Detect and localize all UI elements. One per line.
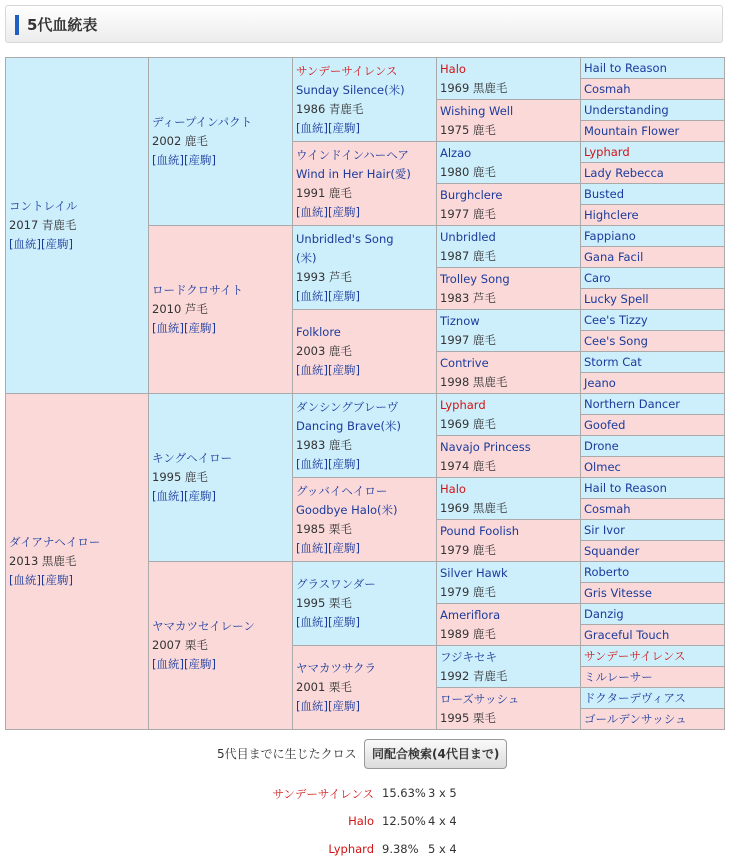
gen4-cell [437, 646, 581, 688]
horse-name-link[interactable]: Fappiano [584, 228, 636, 243]
pedigree-link[interactable]: [血統] [296, 288, 328, 303]
gen5-cell [581, 100, 725, 121]
horse-english-name: Sunday Silence(米) [296, 82, 405, 97]
horse-info: 1969 黒鹿毛 [440, 500, 508, 515]
horse-name-link[interactable]: Squander [584, 543, 640, 558]
gen4-cell [437, 394, 581, 436]
horse-name-link[interactable]: Gana Facil [584, 249, 644, 264]
cross-horse-name[interactable]: Halo [348, 814, 374, 828]
horse-links [296, 697, 436, 716]
horse-name-link[interactable]: Olmec [584, 459, 621, 474]
cross-percentage: 9.38% [382, 842, 419, 856]
gen3-cell [293, 226, 437, 310]
horse-name-link[interactable]: Halo [440, 481, 466, 496]
horse-info: 1987 鹿毛 [440, 248, 496, 263]
horse-name-link[interactable]: Graceful Touch [584, 627, 670, 642]
horse-info: 1995 鹿毛 [152, 470, 208, 484]
horse-name-link[interactable]: ゴールデンサッシュ [584, 711, 687, 726]
horse-name-link[interactable]: コントレイル [9, 199, 78, 213]
horse-name-link[interactable]: グッバイヘイロー [296, 483, 388, 498]
gen3-cell [293, 58, 437, 142]
horse-name-link[interactable]: Lady Rebecca [584, 165, 664, 180]
gen5-cell [581, 163, 725, 184]
gen5-cell [581, 58, 725, 79]
horse-links [152, 487, 292, 506]
horse-info: 1974 鹿毛 [440, 458, 496, 473]
horse-name-link[interactable]: Folklore [296, 325, 341, 339]
horse-name-link[interactable]: Halo [440, 61, 466, 76]
horse-info: 1998 黒鹿毛 [440, 374, 508, 389]
gen3-cell [293, 142, 437, 226]
horse-info: 1983 鹿毛 [296, 437, 352, 452]
gen4-cell [437, 226, 581, 268]
pedigree-table [5, 57, 725, 730]
gen2-cell [149, 58, 293, 226]
horse-name-link[interactable]: Danzig [584, 606, 624, 621]
gen4-cell [437, 310, 581, 352]
gen4-cell [437, 436, 581, 478]
gen5-cell [581, 121, 725, 142]
horse-links [296, 361, 436, 380]
produce-link[interactable]: [産駒] [327, 120, 360, 135]
gen5-cell [581, 520, 725, 541]
horse-name-link[interactable]: ドクターデヴィアス [584, 690, 686, 705]
horse-name-link[interactable]: Understanding [584, 102, 669, 117]
horse-name-link[interactable]: ヤマカツサクラ [296, 661, 377, 675]
horse-info: 2002 鹿毛 [152, 134, 208, 148]
pedigree-link[interactable]: [血統] [9, 237, 41, 251]
pedigree-row [6, 58, 725, 79]
horse-english-name: Dancing Brave(米) [296, 418, 401, 433]
pedigree-link[interactable]: [血統] [296, 456, 328, 471]
produce-link[interactable]: [産駒] [327, 204, 360, 219]
gen2-cell [149, 562, 293, 730]
gen5-cell [581, 331, 725, 352]
horse-links [296, 203, 436, 222]
horse-name-link[interactable]: Mountain Flower [584, 123, 680, 138]
gen5-cell [581, 604, 725, 625]
gen4-cell [437, 520, 581, 562]
pedigree-link[interactable]: [血統] [152, 153, 184, 167]
gen5-cell [581, 289, 725, 310]
horse-info: 1969 鹿毛 [440, 416, 496, 431]
horse-info: 1993 芦毛 [296, 269, 352, 284]
horse-name-link[interactable]: Silver Hawk [440, 565, 508, 580]
horse-name-link[interactable]: サンデーサイレンス [584, 648, 686, 663]
gen4-cell [437, 100, 581, 142]
gen5-cell [581, 205, 725, 226]
pedigree-link[interactable]: [血統] [152, 489, 184, 503]
gen3-cell [293, 646, 437, 730]
pedigree-link[interactable]: [血統] [296, 204, 328, 219]
cross-label: 5代目までに生じたクロス [217, 747, 357, 761]
horse-name-link[interactable]: Contrive [440, 355, 489, 370]
horse-name-link[interactable]: ローズサッシュ [440, 691, 520, 706]
gen4-cell [437, 562, 581, 604]
horse-name-link[interactable]: Trolley Song [440, 271, 510, 286]
pedigree-link[interactable]: [血統] [296, 120, 328, 135]
horse-links [152, 655, 292, 674]
horse-info: 2017 青鹿毛 [9, 218, 77, 232]
horse-info: 2007 栗毛 [152, 638, 208, 652]
horse-name-link[interactable]: Tiznow [440, 313, 480, 328]
pedigree-link[interactable]: [血統] [296, 540, 328, 555]
horse-name-link[interactable]: Pound Foolish [440, 523, 520, 538]
horse-info: 1995 栗毛 [440, 710, 496, 725]
gen5-cell [581, 625, 725, 646]
horse-links [296, 119, 436, 138]
gen5-cell [581, 457, 725, 478]
horse-info: 1980 鹿毛 [440, 164, 496, 179]
horse-name-link[interactable]: Goofed [584, 417, 626, 432]
cross-generation: 4 x 4 [428, 814, 457, 828]
horse-info: 1992 青鹿毛 [440, 668, 508, 683]
horse-name-link[interactable]: Lyphard [440, 397, 486, 412]
gen4-cell [437, 142, 581, 184]
gen1-cell [6, 394, 149, 730]
horse-name-link[interactable]: Wishing Well [440, 103, 514, 118]
produce-link[interactable]: [産駒] [327, 615, 360, 629]
horse-english-name: Wind in Her Hair(愛) [296, 166, 411, 181]
produce-link[interactable]: [産駒] [40, 237, 73, 251]
horse-info: 2010 芦毛 [152, 302, 208, 316]
gen5-cell [581, 499, 725, 520]
horse-info: 1986 青鹿毛 [296, 101, 364, 116]
horse-name-link[interactable]: フジキセキ [440, 649, 498, 664]
produce-link[interactable]: [産駒] [183, 489, 216, 503]
gen5-cell [581, 688, 725, 709]
horse-name-link[interactable]: ディープインパクト [152, 115, 253, 129]
gen5-cell [581, 373, 725, 394]
cross-generation: 5 x 4 [428, 842, 457, 856]
horse-name-link[interactable]: ロードクロサイト [152, 283, 243, 297]
horse-name-link[interactable]: Unbridled's Song [296, 231, 394, 246]
gen5-cell [581, 583, 725, 604]
horse-links [152, 151, 292, 170]
horse-name-link[interactable]: Roberto [584, 564, 630, 579]
horse-info: 1983 芦毛 [440, 290, 496, 305]
horse-name-link[interactable]: Cee's Tizzy [584, 312, 648, 327]
horse-name-link[interactable]: Cosmah [584, 501, 631, 516]
horse-name-link[interactable]: Northern Dancer [584, 396, 681, 411]
horse-links [296, 287, 436, 306]
horse-name-link[interactable]: Gris Vitesse [584, 585, 652, 600]
pedigree-link[interactable]: [血統] [296, 615, 328, 629]
header-accent-bar [15, 15, 19, 35]
horse-links [9, 235, 148, 254]
produce-link[interactable]: [産駒] [327, 363, 360, 377]
gen5-cell [581, 226, 725, 247]
gen5-cell [581, 79, 725, 100]
horse-links [296, 455, 436, 474]
gen4-cell [437, 688, 581, 730]
horse-name-link[interactable]: Cee's Song [584, 333, 648, 348]
produce-link[interactable]: [産駒] [327, 288, 360, 303]
horse-name-link[interactable]: Navajo Princess [440, 439, 531, 454]
gen5-cell [581, 667, 725, 688]
horse-name-link[interactable]: ダイアナヘイロー [9, 535, 101, 549]
horse-info: 1977 鹿毛 [440, 206, 496, 221]
horse-name-link[interactable]: Ameriflora [440, 607, 501, 622]
pedigree-link[interactable]: [血統] [296, 699, 328, 713]
cross-horse-name[interactable]: サンデーサイレンス [272, 787, 374, 801]
gen5-cell [581, 352, 725, 373]
horse-info: 2001 栗毛 [296, 680, 352, 694]
gen5-cell [581, 142, 725, 163]
horse-name-link[interactable]: Cosmah [584, 81, 631, 96]
horse-links [296, 539, 436, 558]
horse-name-link[interactable]: ウインドインハーヘア [296, 147, 409, 162]
gen3-cell [293, 562, 437, 646]
horse-info: 1985 栗毛 [296, 521, 352, 536]
gen5-cell [581, 310, 725, 331]
horse-name-link[interactable]: Jeano [584, 375, 616, 390]
gen5-cell [581, 415, 725, 436]
gen5-cell [581, 247, 725, 268]
produce-link[interactable]: [産駒] [183, 153, 216, 167]
gen5-cell [581, 478, 725, 499]
horse-name-link[interactable]: Storm Cat [584, 354, 642, 369]
gen4-cell [437, 268, 581, 310]
gen5-cell [581, 436, 725, 457]
gen4-cell [437, 604, 581, 646]
horse-info: 2003 鹿毛 [296, 344, 352, 358]
gen2-cell [149, 394, 293, 562]
horse-name-link[interactable]: Unbridled [440, 229, 496, 244]
gen5-cell [581, 709, 725, 730]
gen4-cell [437, 184, 581, 226]
produce-link[interactable]: [産駒] [327, 540, 360, 555]
horse-info: 1979 鹿毛 [440, 542, 496, 557]
gen5-cell [581, 184, 725, 205]
cross-generation: 3 x 5 [428, 786, 457, 800]
gen3-cell [293, 478, 437, 562]
gen4-cell [437, 58, 581, 100]
horse-links [152, 319, 292, 338]
horse-english-name: Goodbye Halo(米) [296, 502, 398, 517]
gen5-cell [581, 394, 725, 415]
cross-horse-name[interactable]: Lyphard [328, 842, 374, 856]
horse-name-link[interactable]: Highclere [584, 207, 639, 222]
pedigree-link[interactable]: [血統] [152, 657, 184, 671]
horse-name-link[interactable]: ヤマカツセイレーン [152, 619, 255, 633]
section-header [5, 5, 723, 43]
cross-percentage: 15.63% [382, 786, 426, 800]
horse-info: 1997 鹿毛 [440, 332, 496, 347]
horse-name-link[interactable]: グラスワンダー [296, 577, 376, 591]
gen5-cell [581, 562, 725, 583]
horse-name-link[interactable]: Burghclere [440, 187, 503, 202]
gen3-cell [293, 394, 437, 478]
horse-info: 1975 鹿毛 [440, 122, 496, 137]
pedigree-link[interactable]: [血統] [9, 573, 41, 587]
gen5-cell [581, 541, 725, 562]
gen4-cell [437, 352, 581, 394]
horse-info: 1969 黒鹿毛 [440, 80, 508, 95]
horse-name-link[interactable]: Busted [584, 186, 625, 201]
horse-english-name: (米) [296, 250, 317, 265]
horse-info: 2013 黒鹿毛 [9, 554, 77, 568]
horse-info: 1991 鹿毛 [296, 185, 352, 200]
pedigree-row [6, 394, 725, 415]
same-mating-search-button[interactable]: 同配合検索(4代目まで) [364, 739, 507, 769]
horse-links [9, 571, 148, 590]
horse-name-link[interactable]: キングヘイロー [152, 451, 233, 465]
horse-name-link[interactable]: Alzao [440, 145, 472, 160]
horse-info: 1989 鹿毛 [440, 626, 496, 641]
horse-name-link[interactable]: Drone [584, 438, 619, 453]
produce-link[interactable]: [産駒] [40, 573, 73, 587]
gen1-cell [6, 58, 149, 394]
gen4-cell [437, 478, 581, 520]
cross-percentage: 12.50% [382, 814, 426, 828]
horse-name-link[interactable]: Lyphard [584, 144, 630, 159]
gen5-cell [581, 268, 725, 289]
horse-name-link[interactable]: Caro [584, 270, 611, 285]
horse-links [296, 613, 436, 632]
horse-name-link[interactable]: ダンシングブレーヴ [296, 399, 399, 414]
pedigree-link[interactable]: [血統] [152, 321, 184, 335]
gen3-cell [293, 310, 437, 394]
horse-info: 1995 栗毛 [296, 596, 352, 610]
pedigree-link[interactable]: [血統] [296, 363, 328, 377]
horse-name-link[interactable]: サンデーサイレンス [296, 63, 398, 78]
produce-link[interactable]: [産駒] [327, 699, 360, 713]
horse-name-link[interactable]: Sir Ivor [584, 522, 625, 537]
horse-info: 1979 鹿毛 [440, 584, 496, 599]
produce-link[interactable]: [産駒] [183, 321, 216, 335]
produce-link[interactable]: [産駒] [327, 456, 360, 471]
horse-name-link[interactable]: ミルレーサー [584, 669, 653, 684]
gen2-cell [149, 226, 293, 394]
page-title: 5代血統表 [27, 16, 98, 34]
horse-name-link[interactable]: Hail to Reason [584, 480, 667, 495]
horse-name-link[interactable]: Lucky Spell [584, 291, 649, 306]
produce-link[interactable]: [産駒] [183, 657, 216, 671]
gen5-cell [581, 646, 725, 667]
horse-name-link[interactable]: Hail to Reason [584, 60, 667, 75]
